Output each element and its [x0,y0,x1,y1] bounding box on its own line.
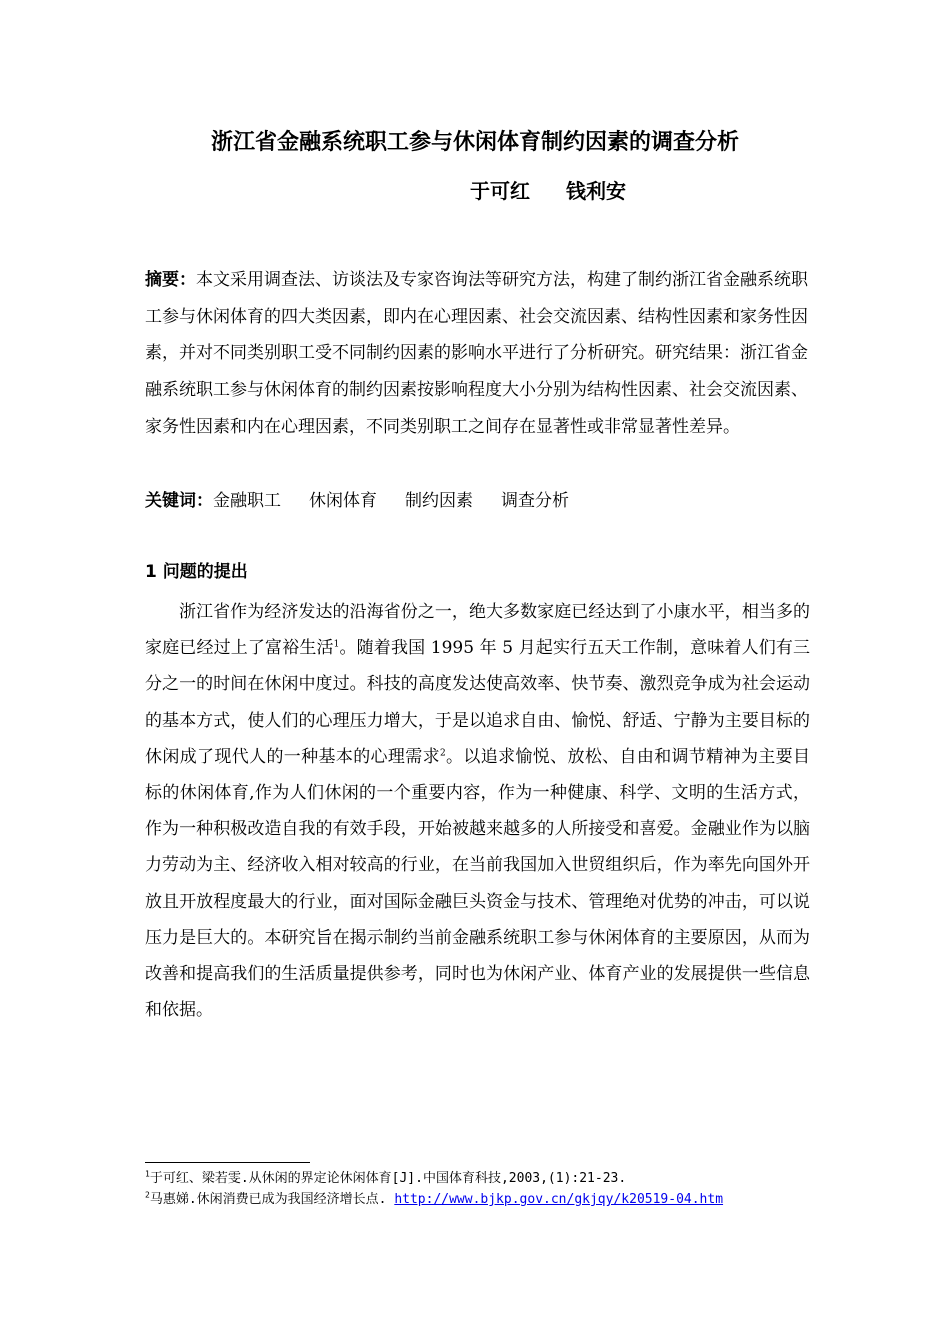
author-name: 钱利安 [566,179,626,203]
keyword: 休闲体育 [309,491,377,511]
footnote-item [145,1189,785,1210]
footnote-ref[interactable]: 1 [333,639,340,650]
author-name: 于可红 [470,179,530,203]
footnote-divider [145,1162,310,1163]
footnotes [145,1168,785,1210]
paragraph-text: 浙江省作为经济发达的沿海省份之一，绝大多数家庭已经达到了小康水平，相当多的家庭已经过上了富裕生活 [145,602,810,659]
footnote-item [145,1168,785,1189]
paragraph-text: 。随着我国 1995 年 5 月起实行五天工作制，意味着人们有三分之一的时间在休闲中度过。科技的高度发达使高效率、快节奏、激烈竞争成为社会运动的基本方式，使人们的心理压力增大，于是以追求自由、愉悦、舒适、宁静为主要目标的休闲成了现代人的一种基本的心理需求 [145,638,811,767]
section-heading: 1 问题的提出 [145,562,248,582]
section-paragraph [145,594,810,1028]
abstract-label: 摘要： [145,270,196,290]
footnote-ref[interactable]: 2 [439,748,446,759]
abstract [145,262,810,446]
keywords [145,484,810,518]
paragraph-text: 。以追求愉悦、放松、自由和调节精神为主要目标的休闲体育,作为人们休闲的一个重要内容，作为一种健康、科学、文明的生活方式，作为一种积极改造自我的有效手段，开始被越来越多的人所接受和喜爱。金融业作为以脑力劳动为主、经济收入相对较高的行业，在当前我国加入世贸组织后，作为率先向国外开放且开放程度最大的行业，面对国际金融巨头资金与技术、管理绝对优势的冲击，可以说压力是巨大的。本研究旨在揭示制约当前金融系统职工参与休闲体育的主要原因，从而为改善和提高我们的生活质量提供参考，同时也为休闲产业、体育产业的发展提供一些信息和依据。 [145,746,811,1021]
paper-title: 浙江省金融系统职工参与休闲体育制约因素的调查分析 [210,130,739,155]
footnote-text: 于可红、梁若雯.从休闲的界定论休闲体育[J].中国体育科技,2003,(1):21-23. [149,1171,627,1186]
author-list [470,176,626,206]
keyword: 调查分析 [501,491,569,511]
abstract-text: 本文采用调查法、访谈法及专家咨询法等研究方法，构建了制约浙江省金融系统职工参与休闲体育的四大类因素，即内在心理因素、社会交流因素、结构性因素和家务性因素，并对不同类别职工受不同制约因素的影响水平进行了分析研究。研究结果：浙江省金融系统职工参与休闲体育的制约因素按影响程度大小分别为结构性因素、社会交流因素、家务性因素和内在心理因素，不同类别职工之间存在显著性或非常显著性差异。 [145,270,808,437]
keywords-label: 关键词： [145,491,213,511]
keyword: 制约因素 [405,491,473,511]
footnote-mark: 2 [145,1190,150,1200]
footnote-text: 马惠娣.休闲消费已成为我国经济增长点. [149,1192,395,1207]
footnote-link[interactable]: http://www.bjkp.gov.cn/gkjqy/k20519-04.htm [394,1192,724,1207]
footnote-mark: 1 [145,1169,150,1179]
keyword: 金融职工 [213,491,281,511]
